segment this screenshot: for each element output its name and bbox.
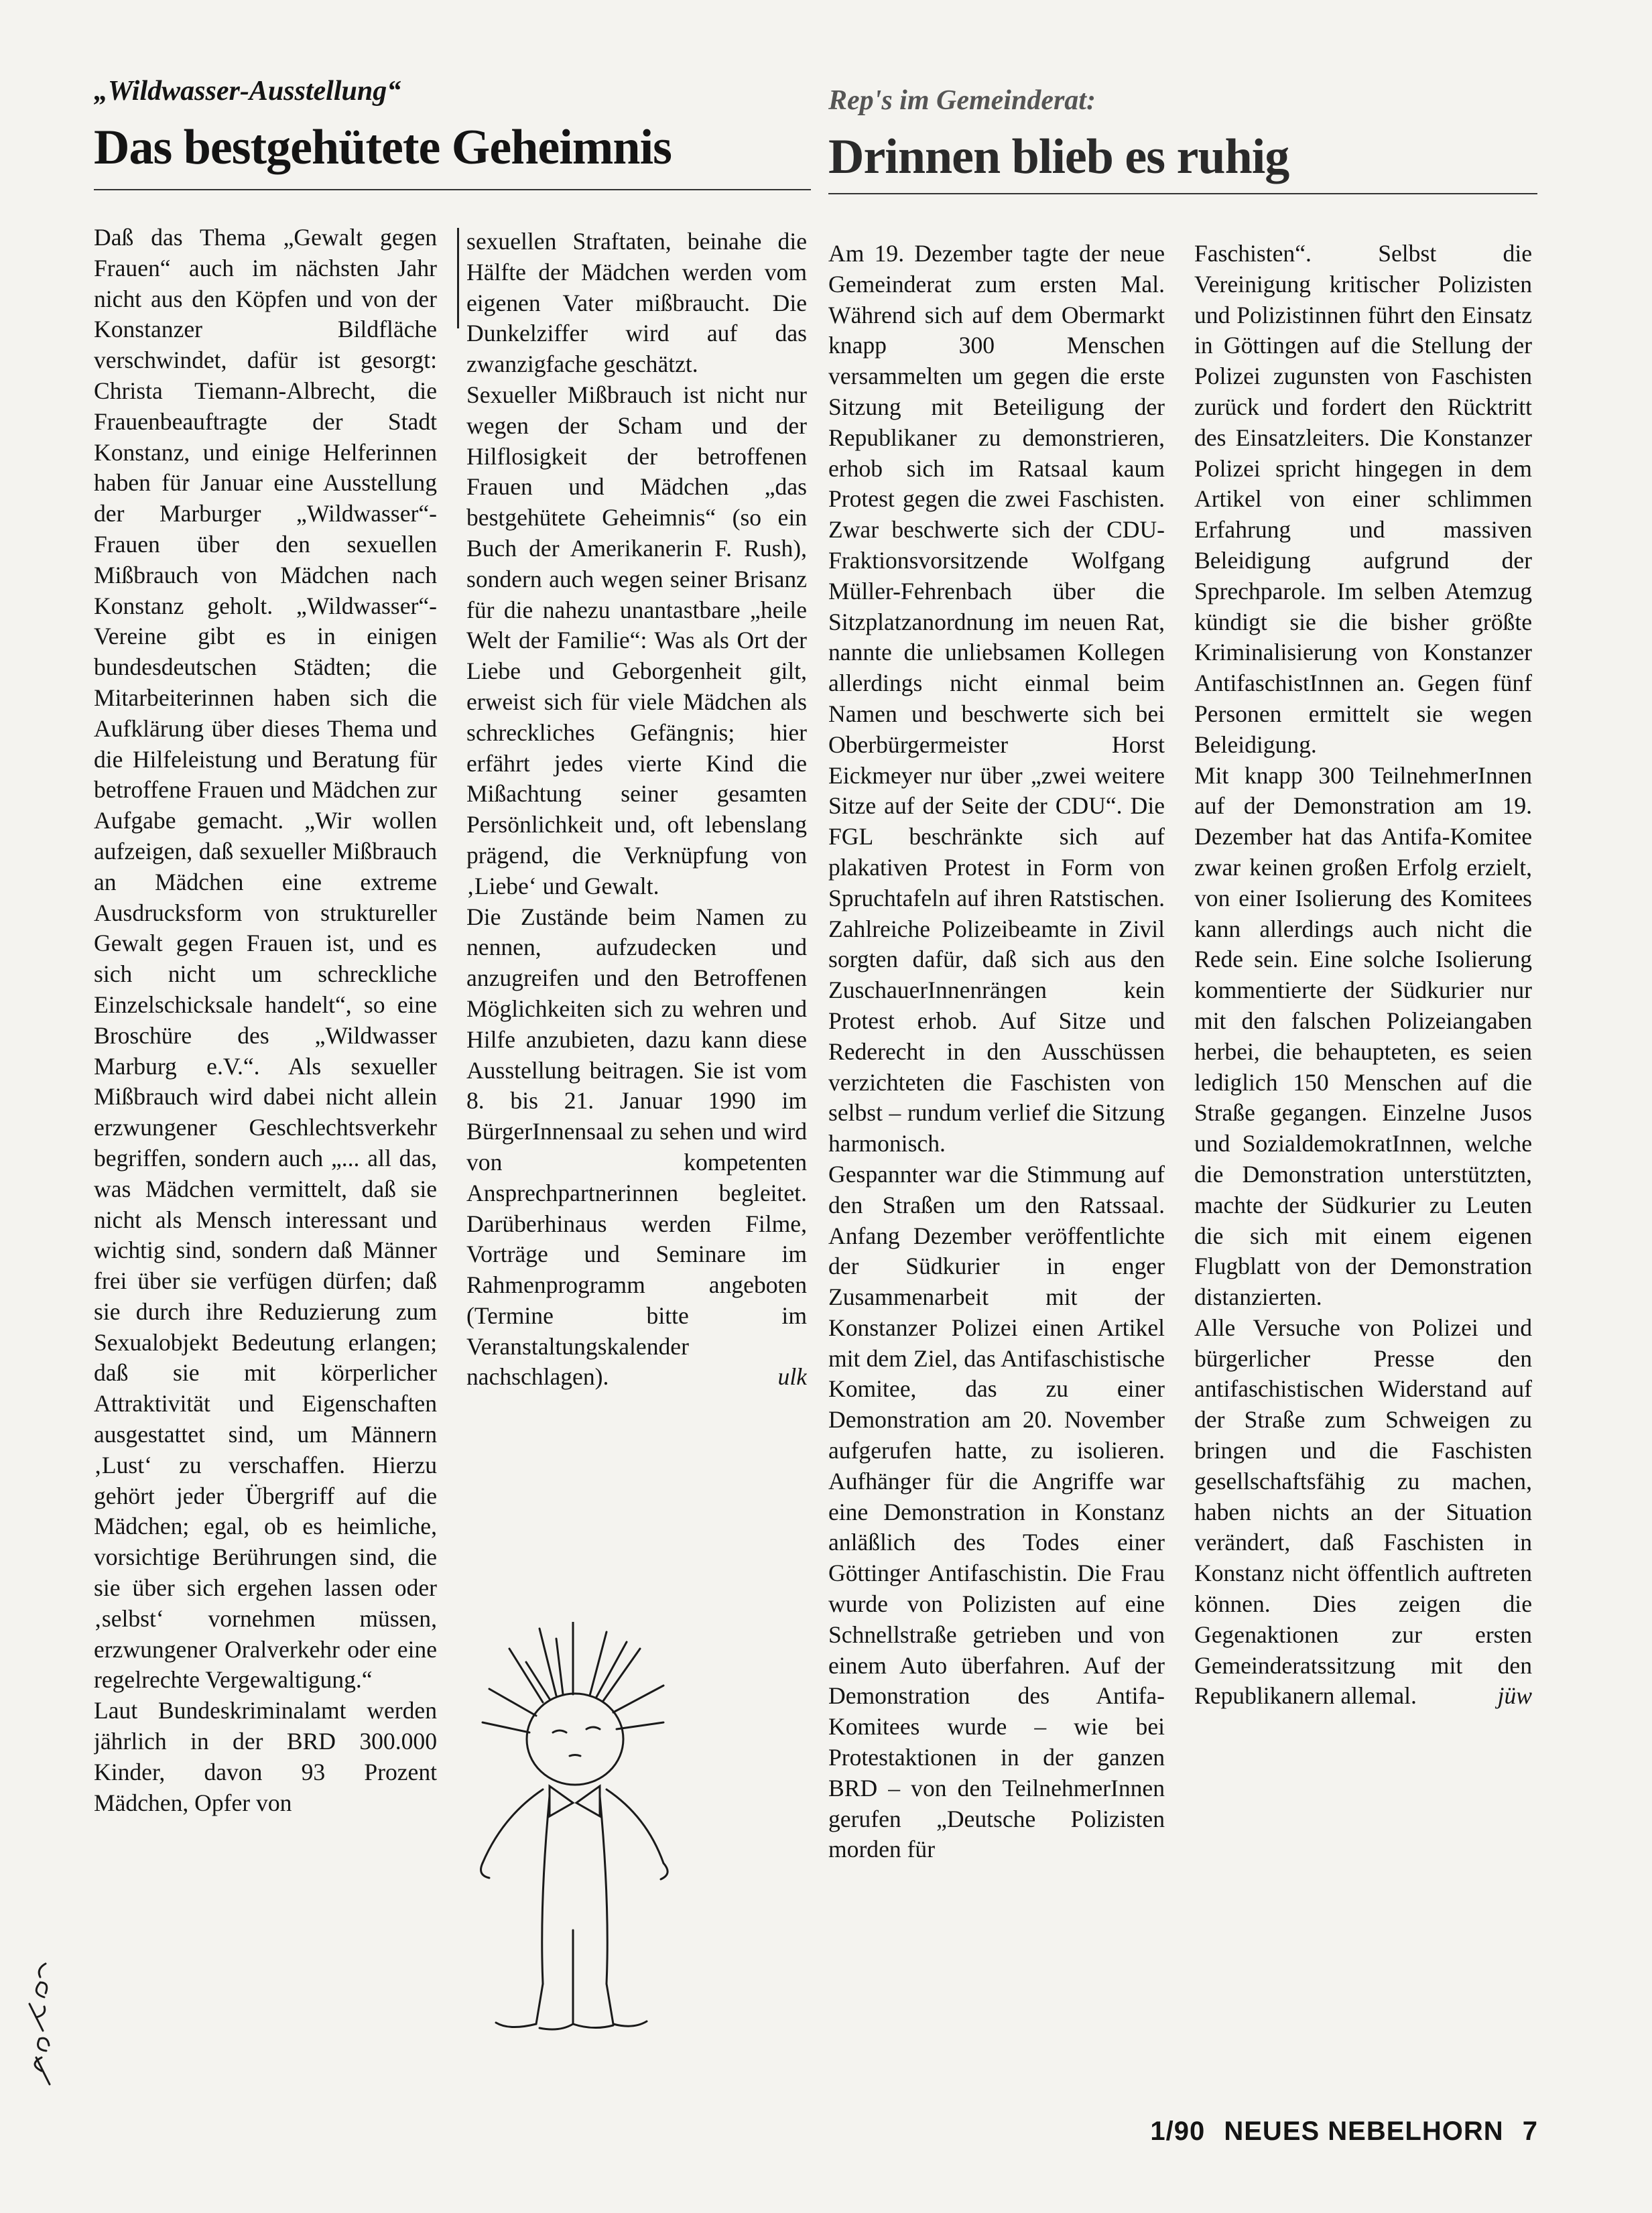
left-article-kicker: „Wildwasser-Ausstellung“ <box>94 76 401 107</box>
right-article-paragraph: Faschisten“. Selbst die Vereinigung kritischer Polizisten und Polizistinnen führt den Einsatz in Göttingen auf die Stellung der Polizei zugunsten von Faschisten zurück und fordert den Rücktritt des Einsatzleiters. Die Konstanzer Polizei spricht hingegen in dem Artikel von einer schlimmen Erfahrung und massiven Beleidigung aufgrund der Sprechparole. Im selben Atemzug kündigt sie die bisher größte Kriminalisierung von Konstanzer AntifaschistInnen an. Gegen fünf Personen ermittelt sie wegen Beleidigung. <box>1194 240 1532 758</box>
right-article-paragraph: Am 19. Dezember tagte der neue Gemeinderat zum ersten Mal. Während sich auf dem Obermarkt knapp 300 Menschen versammelten um gegen die erste Sitzung mit Beteiligung der Republikaner zu demonstrieren, erhob sich im Ratsaal kaum Protest gegen die zwei Faschisten. Zwar beschwerte sich der CDU-Fraktionsvorsitzende Wolfgang Müller-Fehrenbach über die Sitzplatzanordnung im neuen Rat, nannte die unliebsamen Kollegen allerdings nicht einmal beim Namen und beschwerte sich bei Oberbürgermeister Horst Eickmeyer nur über „zwei weitere Sitze auf der Seite der CDU“. Die FGL beschränkte sich auf plakativen Protest in Form von Spruchtafeln auf ihren Ratstischen. Zahlreiche Polizeibeamte in Zivil sorgten dafür, daß sich aus den ZuschauerInnenrängen kein Protest erhob. Auf Sitze und Rederecht in den Ausschüssen verzichteten die Faschisten von selbst – rundum verlief die Sitzung harmonisch. <box>828 240 1165 1157</box>
left-article-column-2 <box>466 227 807 1560</box>
right-article-column-1 <box>828 239 1165 2088</box>
right-headline-rule <box>828 193 1537 194</box>
figure-drawing-icon <box>462 1622 730 2058</box>
right-article-column-2 <box>1194 239 1532 1941</box>
right-article-paragraph-text: Alle Versuche von Polizei und bürgerlicher Presse den antifaschistischen Widerstand auf der Straße zum Schweigen zu bringen und die Faschisten gesellschaftsfähig zu machen, haben nichts an der Situation verändert, daß Faschisten in Konstanz nicht öffentlich auftreten können. Dies zeigen die Gegenaktionen zur ersten Gemeinderatssitzung mit den Republikanern allemal. <box>1194 1314 1532 1710</box>
left-article-paragraph: Laut Bundeskriminalamt werden jährlich in der BRD 300.000 Kinder, davon 93 Prozent Mädchen, Opfer von <box>94 1697 437 1816</box>
right-article-kicker: Rep's im Gemeinderat: <box>828 85 1096 116</box>
left-article-paragraph-text: Die Zustände beim Namen zu nennen, aufzudecken und anzugreifen und den Betroffenen Möglichkeiten sich zu wehren und Hilfe anzubieten, dazu kann diese Ausstellung beitragen. Sie ist vom 8. bis 21. Januar 1990 im BürgerInnensaal zu sehen und wird von kompetenten Ansprechpartnerinnen begleitet. Darüberhinaus werden Filme, Vorträge und Seminare im Rahmenprogramm angeboten (Termine bitte im Veranstaltungskalender nachschlagen). <box>466 903 807 1391</box>
footer-issue: 1/90 <box>1150 2116 1206 2146</box>
right-article-headline: Drinnen blieb es ruhig <box>828 129 1289 184</box>
column-divider-bar <box>457 228 459 328</box>
left-article-paragraph: sexuellen Straftaten, beinahe die Hälfte der Mädchen werden vom eigenen Vater mißbraucht. Die Dunkelziffer wird auf das zwanzigfache geschätzt. <box>466 228 807 378</box>
right-article-paragraph: Mit knapp 300 TeilnehmerInnen auf der Demonstration am 19. Dezember hat das Antifa-Komitee zwar keinen großen Erfolg erzielt, von einer Isolierung des Komitees kann allerdings auch nicht die Rede sein. Eine solche Isolierung kommentierte der Südkurier nur mit den falschen Polizeiangaben herbei, die behaupteten, es seien lediglich 150 Menschen auf die Straße gegangen. Einzelne Jusos und SozialdemokratInnen, welche die Demonstration unterstützten, machte der Südkurier zu Leuten die sich mit einem eigenen Flugblatt von der Demonstration distanzierten. <box>1194 761 1532 1311</box>
right-article-paragraph: Gespannter war die Stimmung auf den Straßen um den Ratssaal. Anfang Dezember veröffentlichte der Südkurier in enger Zusammenarbeit mit der Konstanzer Polizei einen Artikel mit dem Ziel, das Antifaschistische Komitee, das zu einer Demonstration am 20. November aufgerufen hatte, zu isolieren. Aufhänger für die Angriffe war eine Demonstration in Konstanz anläßlich des Todes einer Göttinger Antifaschistin. Die Frau wurde von Polizisten auf eine Schnellstraße getrieben und von einem Auto überfahren. Auf der Demonstration des Antifa-Komitees wurde – wie bei Protestaktionen in der ganzen BRD – von den TeilnehmerInnen gerufen „Deutsche Polizisten morden für <box>828 1160 1165 1863</box>
left-article-paragraph <box>466 902 807 1393</box>
handwritten-signature-icon <box>16 1957 70 2091</box>
left-article-paragraph: Sexueller Mißbrauch ist nicht nur wegen der Scham und der Hilflosigkeit der betroffenen Frauen und Mädchen „das bestgehütete Geheimnis“ (so ein Buch der Amerikanerin F. Rush), sondern auch wegen seiner Brisanz für die nahezu unantastbare „heile Welt der Familie“: Was als Ort der Liebe und Geborgenheit gilt, erweist sich für viele Mädchen als schreckliches Gefängnis; hier erfährt jedes vierte Kind die Mißachtung seiner gesamten Persönlichkeit und, oft lebenslang prägend, die Verknüpfung von ‚Liebe‘ und Gewalt. <box>466 381 807 899</box>
page-footer <box>1139 2116 1538 2147</box>
left-article-signature: ulk <box>777 1363 807 1391</box>
footer-publication-title: NEUES NEBELHORN <box>1224 2116 1504 2146</box>
left-headline-rule <box>94 189 811 190</box>
right-article-signature: jüw <box>1497 1682 1532 1710</box>
footer-page-number: 7 <box>1522 2116 1538 2146</box>
left-article-column-1 <box>94 223 437 2086</box>
left-article-paragraph: Daß das Thema „Gewalt gegen Frauen“ auch im nächsten Jahr nicht aus den Köpfen und von der Konstanzer Bildfläche verschwindet, dafür ist gesorgt: Christa Tiemann-Albrecht, die Frauenbeauftragte der Stadt Konstanz, und einige Helferinnen haben für Januar eine Ausstellung der Marburger „Wildwasser“-Frauen über den sexuellen Mißbrauch von Mädchen nach Konstanz geholt. „Wildwasser“-Vereine gibt es in einigen bundesdeutschen Städten; die Mitarbeiterinnen haben sich die Aufklärung über dieses Thema und die Hilfeleistung und Beratung für betroffene Frauen und Mädchen zur Aufgabe gemacht. „Wir wollen aufzeigen, daß sexueller Mißbrauch an Mädchen eine extreme Ausdrucksform von struktureller Gewalt gegen Frauen ist, und es sich nicht um schreckliche Einzelschicksale handelt“, so eine Broschüre des „Wildwasser Marburg e.V.“. Als sexueller Mißbrauch wird dabei nicht allein erzwungener Geschlechtsverkehr begriffen, sondern auch „... all das, was Mädchen vermittelt, daß sie nicht als Mensch interessant und wichtig sind, sondern daß Männer frei über sie verfügen dürfen; daß sie durch ihre Reduzierung zum Sexualobjekt Bedeutung erlangen; daß sie mit körperlicher Attraktivität und Eigenschaften ausgestattet sind, um Männern ‚Lust‘ zu verschaffen. Hierzu gehört jeder Übergriff auf die Mädchen; egal, ob es heimliche, vorsichtige Berührungen sind, die sie über sich ergehen lassen oder ‚selbst‘ vornehmen müssen, erzwungener Oralverkehr oder eine regelrechte Vergewaltigung.“ <box>94 224 437 1694</box>
right-article-paragraph <box>1194 1313 1532 1712</box>
left-article-headline: Das bestgehütete Geheimnis <box>94 120 672 175</box>
